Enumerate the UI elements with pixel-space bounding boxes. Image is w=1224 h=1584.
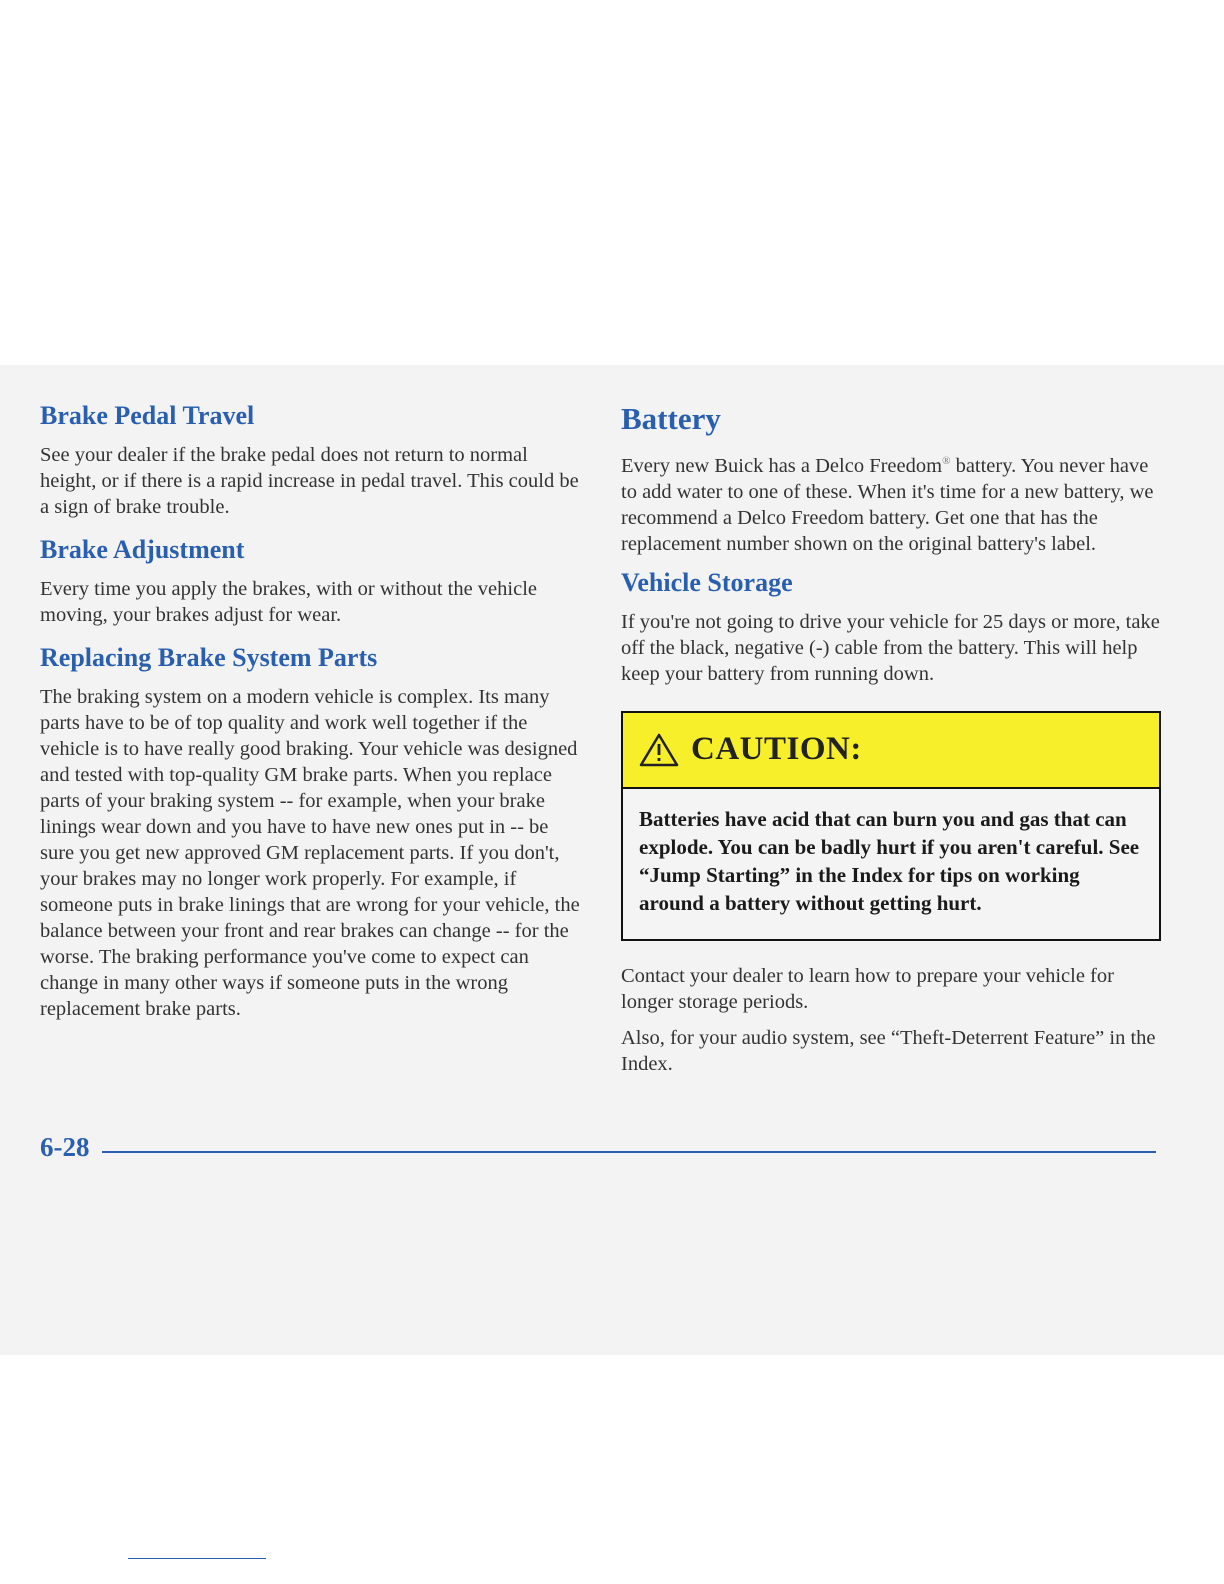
brake-pedal-travel-heading: Brake Pedal Travel xyxy=(40,401,255,430)
vehicle-storage-text: If you're not going to drive your vehicle for 25 days or more, take off the black, negative (-) cable from the battery. This will help keep your battery from running down. xyxy=(621,610,1160,685)
battery-text-start: Every new Buick has a Delco Freedom xyxy=(621,454,943,477)
replacing-brake-parts-text: The braking system on a modern vehicle is complex. Its many parts have to be of top quality and work well together if the vehicle is to have really good braking. Your vehicle was designed and tested with top-quality GM brake parts. When you replace parts of your braking system -- for example, when your brake linings wear down and you have to have new ones put in -- be sure you get new approved GM replacement parts. If you don't, your brakes may no longer work properly. For example, if someone puts in brake linings that are wrong for your vehicle, the balance between your front and rear brakes can change -- for the worse. The braking performance you've come to expect can change in many other ways if someone puts in the wrong replacement brake parts. xyxy=(40,686,580,1020)
footer-divider xyxy=(102,1151,1156,1153)
caution-text: Batteries have acid that can burn you and gas that can explode. You can be badly hurt if you aren't careful. See “Jump Starting” in the Index for tips on working around a battery without getting hurt. xyxy=(639,806,1140,915)
registered-mark: ® xyxy=(942,455,951,467)
caution-box xyxy=(621,711,1161,941)
page-number: 6-28 xyxy=(40,1132,90,1162)
brake-adjustment-text: Every time you apply the brakes, with or without the vehicle moving, your brakes adjust for wear. xyxy=(40,578,537,626)
left-column xyxy=(40,400,580,1022)
storage-dealer-text: Contact your dealer to learn how to prepare your vehicle for longer storage periods. xyxy=(621,964,1114,1013)
caution-title: CAUTION: xyxy=(691,731,862,768)
battery-text xyxy=(621,448,1161,557)
right-column xyxy=(621,400,1161,1077)
brake-pedal-travel-text: See your dealer if the brake pedal does not return to normal height, or if there is a rapid increase in pedal travel. This could be a sign of brake trouble. xyxy=(40,444,579,518)
battery-text-end: battery. You never have to add water to one of these. When it's time for a new battery, we recommend a Delco Freedom battery. Get one that has the replacement number shown on the original battery's label. xyxy=(621,454,1154,555)
replacing-brake-parts-heading: Replacing Brake System Parts xyxy=(40,643,378,672)
brake-adjustment-heading: Brake Adjustment xyxy=(40,535,245,564)
audio-system-text: Also, for your audio system, see “Theft-Deterrent Feature” in the Index. xyxy=(621,1026,1156,1075)
caution-header xyxy=(623,713,1159,789)
warning-triangle-icon xyxy=(639,732,679,768)
battery-heading: Battery xyxy=(621,401,721,436)
vehicle-storage-heading: Vehicle Storage xyxy=(621,567,793,597)
bottom-divider xyxy=(128,1558,266,1559)
